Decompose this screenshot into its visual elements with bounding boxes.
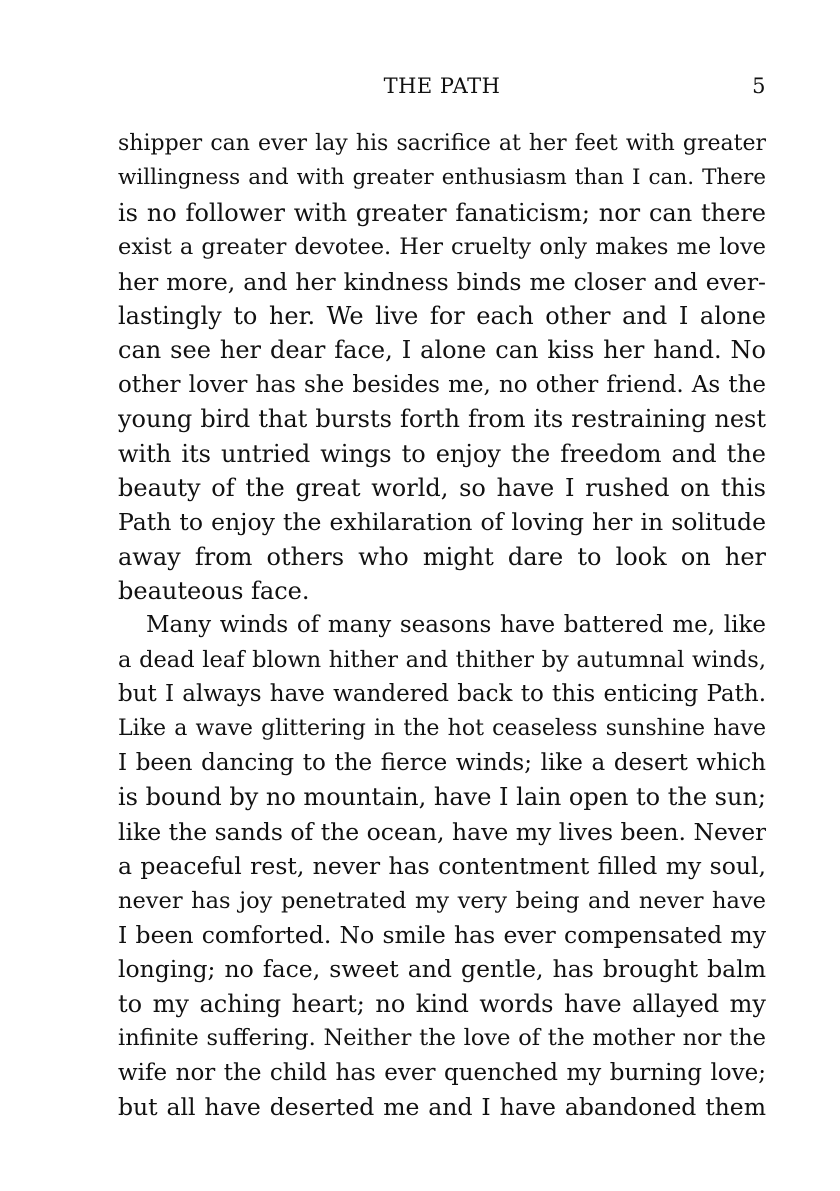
- text-line: shipper can ever lay his sacrifice at her feet with greater: [118, 131, 766, 156]
- text-line: other lover has she besides me, no other friend. As the: [118, 371, 766, 398]
- paragraph-last-line: beauteous face.: [118, 577, 310, 606]
- running-head: [118, 74, 766, 104]
- text-line: a peaceful rest, never has contentment filled my soul,: [118, 852, 766, 881]
- paragraph-first-line: Many winds of many seasons have battered me, like: [146, 612, 766, 639]
- text-line: young bird that bursts forth from its restraining nest: [118, 405, 766, 434]
- text-line: infinite suffering. Neither the love of the mother nor the: [118, 1025, 766, 1052]
- text-line: is no follower with greater fanaticism; nor can there: [118, 198, 766, 227]
- text-line: never has joy penetrated my very being and never have: [118, 887, 766, 914]
- text-line: I been comforted. No smile has ever compensated my: [118, 920, 766, 949]
- text-line: but all have deserted me and I have abandoned them: [118, 1092, 766, 1121]
- text-line: I been dancing to the fierce winds; like a desert which: [118, 750, 766, 777]
- text-line: exist a greater devotee. Her cruelty only makes me love: [118, 234, 766, 261]
- text-line: but I always have wandered back to this enticing Path.: [118, 681, 766, 708]
- text-line: Path to enjoy the exhilaration of loving her in solitude: [118, 508, 766, 537]
- text-line: Like a wave glittering in the hot ceaseless sunshine have: [118, 715, 766, 741]
- text-line: lastingly to her. We live for each other and I alone: [118, 301, 766, 330]
- page-number: 5: [752, 74, 766, 98]
- text-line: like the sands of the ocean, have my lives been. Never: [118, 817, 766, 846]
- text-line: to my aching heart; no kind words have allayed my: [118, 989, 766, 1018]
- text-line: a dead leaf blown hither and thither by autumnal winds,: [118, 646, 766, 673]
- text-line: can see her dear face, I alone can kiss her hand. No: [118, 336, 766, 365]
- body-text: [118, 127, 766, 1124]
- running-title: THE PATH: [383, 74, 501, 98]
- text-line: away from others who might dare to look on her: [118, 542, 766, 571]
- text-line: wife nor the child has ever quenched my burning love;: [118, 1059, 766, 1086]
- text-line: willingness and with greater enthusiasm than I can. There: [118, 165, 766, 191]
- text-line: her more, and her kindness binds me closer and ever-: [118, 267, 766, 296]
- text-line: with its untried wings to enjoy the freedom and the: [118, 439, 766, 468]
- text-line: is bound by no mountain, have I lain open to the sun;: [118, 783, 766, 812]
- text-line: beauty of the great world, so have I rushed on this: [118, 473, 766, 502]
- text-line: longing; no face, sweet and gentle, has brought balm: [118, 955, 766, 984]
